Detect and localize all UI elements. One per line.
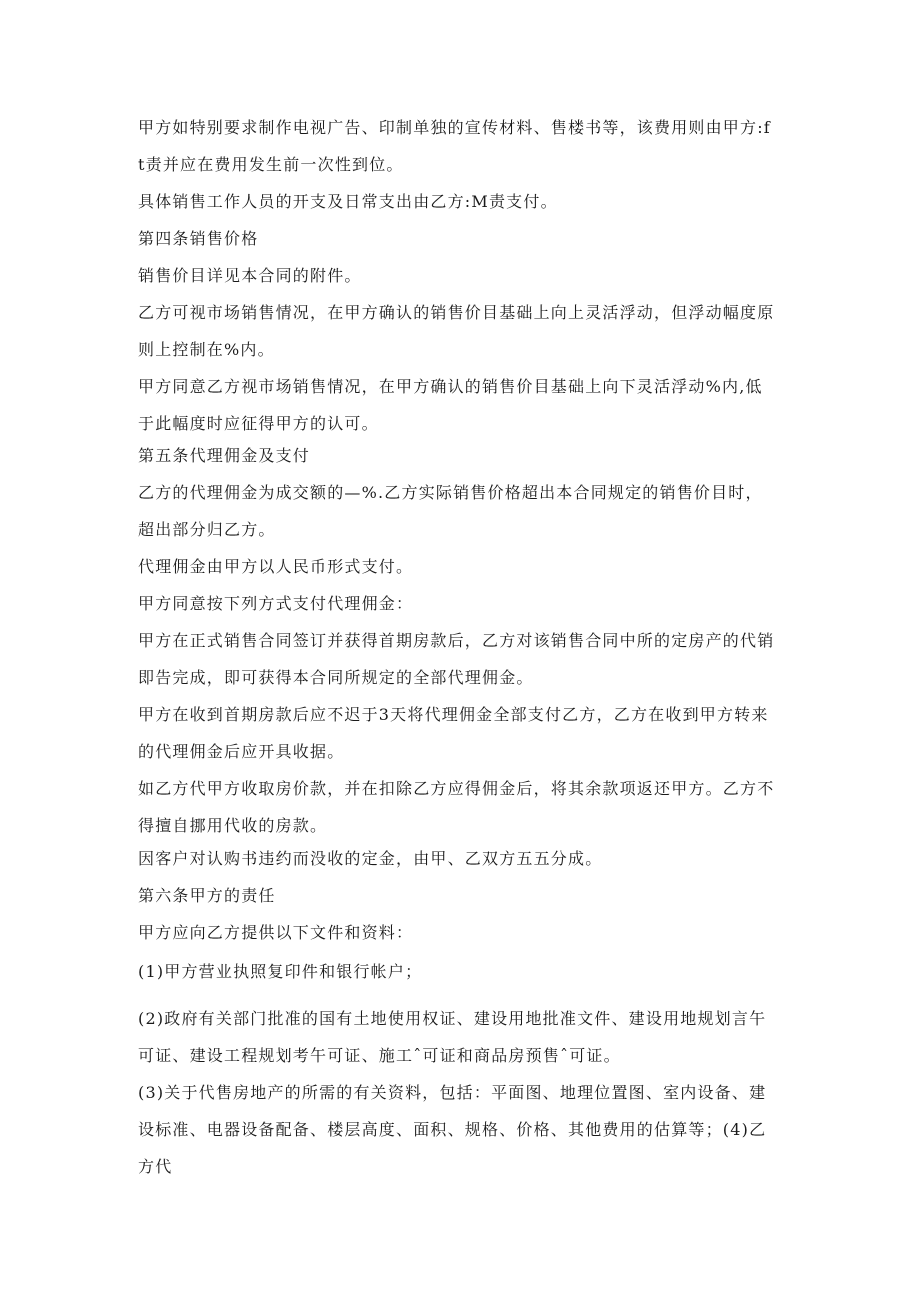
heading-article-5: 第五条代理佣金及支付: [138, 446, 311, 465]
list-item-1: (1)甲方营业执照复印件和银行帐户；: [138, 962, 423, 981]
paragraph-payment-method: 甲方同意按下列方式支付代理佣金：: [138, 594, 414, 613]
paragraph-commission-earned: 甲方在正式销售合同签订并获得首期房款后，乙方对该销售合同中所的定房产的代销即告完成，即可获得本合同所规定的全部代理佣金。: [138, 631, 775, 687]
paragraph-staff-expenses: 具体销售工作人员的开支及日常支出由乙方:M责支付。: [138, 192, 558, 211]
paragraph-documents-intro: 甲方应向乙方提供以下文件和资料：: [138, 923, 414, 942]
paragraph-deposit-split: 因客户对认购书违约而没收的定金，由甲、乙双方五五分成。: [138, 849, 603, 868]
heading-article-4: 第四条销售价格: [138, 229, 259, 248]
list-item-2: (2)政府有关部门批准的国有土地使用权证、建设用地批准文件、建设用地规划言午可证、建设工程规划考午可证、施工ˆ可证和商品房预售ˆ可证。: [138, 1009, 767, 1065]
list-item-3: (3)关于代售房地产的所需的有关资料，包括：平面图、地理位置图、室内设备、建设标准、电器设备配备、楼层高度、面积、规格、价格、其他费用的估算等；(4)乙方代: [138, 1083, 767, 1176]
paragraph-price-float-down: 甲方同意乙方视市场销售情况，在甲方确认的销售价目基础上向下灵活浮动%内,低于此幅度时应征得甲方的认可。: [138, 377, 763, 433]
paragraph-commission-currency: 代理佣金由甲方以人民币形式支付。: [138, 557, 414, 576]
paragraph-payment-deadline: 甲方在收到首期房款后应不迟于3天将代理佣金全部支付乙方，乙方在收到甲方转来的代理佣金后应开具收据。: [138, 705, 769, 761]
paragraph-collection: 如乙方代甲方收取房价款，并在扣除乙方应得佣金后，将其余款项返还甲方。乙方不得擅自挪用代收的房款。: [138, 779, 775, 835]
paragraph-commission-rate: 乙方的代理佣金为成交额的—%.乙方实际销售价格超出本合同规定的销售价目时，超出部分归乙方。: [138, 483, 763, 539]
paragraph-advertising-cost: 甲方如特别要求制作电视广告、印制单独的宣传材料、售楼书等，该费用则由甲方:ft责并应在费用发生前一次性到位。: [138, 118, 771, 174]
paragraph-price-float-up: 乙方可视市场销售情况，在甲方确认的销售价目基础上向上灵活浮动，但浮动幅度原则上控制在%内。: [138, 303, 775, 359]
paragraph-price-list: 销售价目详见本合同的附件。: [138, 266, 362, 285]
heading-article-6: 第六条甲方的责任: [138, 886, 276, 905]
